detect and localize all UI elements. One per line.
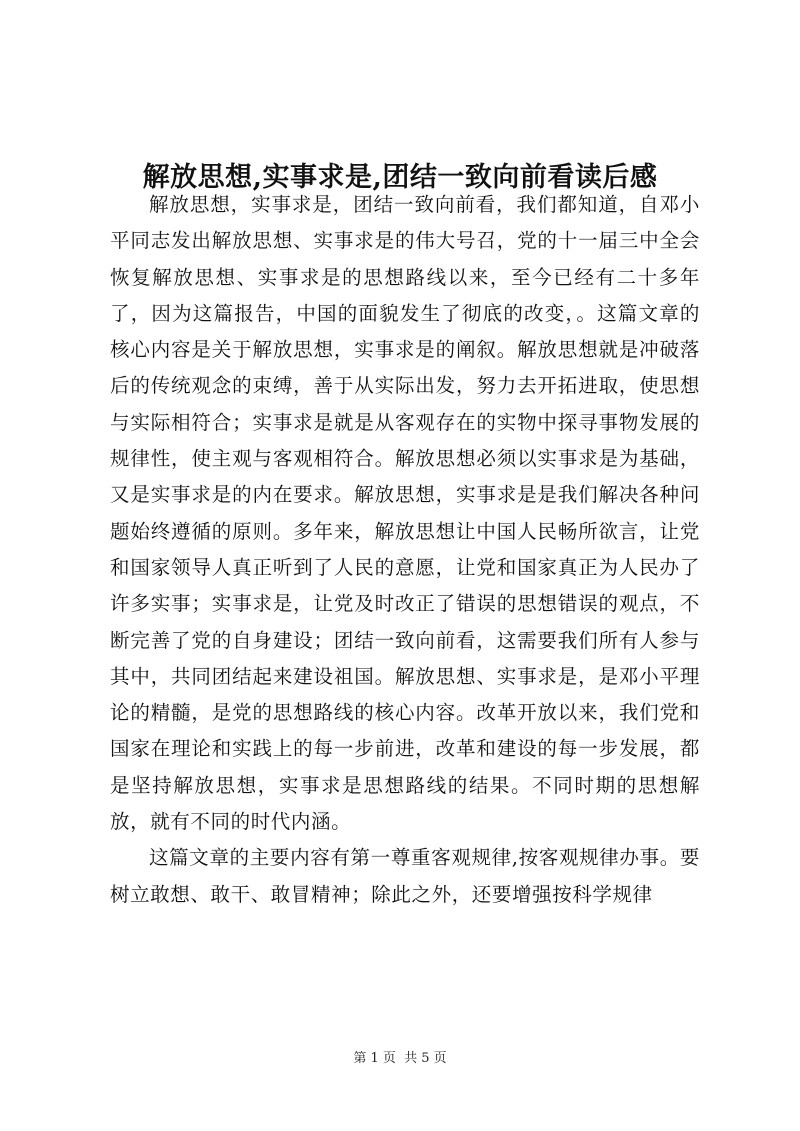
page-total: 共 5 页 <box>404 1051 447 1066</box>
page-footer <box>0 1050 800 1068</box>
paragraph: 这篇文章的主要内容有第一尊重客观规律,按客观规律办事。要树立敢想、敢干、敢冒精神；除此之外，还要增强按科学规律 <box>110 846 700 906</box>
paragraph: 解放思想，实事求是，团结一致向前看，我们都知道，自邓小平同志发出解放思想、实事求是的伟大号召，党的十一届三中全会恢复解放思想、实事求是的思想路线以来，至今已经有二十多年了，因为这篇报告，中国的面貌发生了彻底的改变，。这篇文章的核心内容是关于解放思想，实事求是的阐叙。解放思想就是冲破落后的传统观念的束缚，善于从实际出发，努力去开拓进取，使思想与实际相符合；实事求是就是从客观存在的实物中探寻事物发展的规律性，使主观与客观相符合。解放思想必须以实事求是为基础，又是实事求是的内在要求。解放思想，实事求是是我们解决各种问题始终遵循的原则。多年来，解放思想让中国人民畅所欲言，让党和国家领导人真正听到了人民的意愿，让党和国家真正为人民办了许多实事；实事求是，让党及时改正了错误的思想错误的观点，不断完善了党的自身建设；团结一致向前看，这需要我们所有人参与其中，共同团结起来建设祖国。解放思想、实事求是，是邓小平理论的精髓，是党的思想路线的核心内容。改革开放以来，我们党和国家在理论和实践上的每一步前进，改革和建设的每一步发展，都是坚持解放思想，实事求是思想路线的结果。不同时期的思想解放，就有不同的时代内涵。 <box>110 193 700 834</box>
document-body <box>110 187 700 913</box>
page-number: 第 1 页 <box>353 1051 396 1066</box>
document-title: 解放思想,实事求是,团结一致向前看读后感 <box>142 162 658 194</box>
